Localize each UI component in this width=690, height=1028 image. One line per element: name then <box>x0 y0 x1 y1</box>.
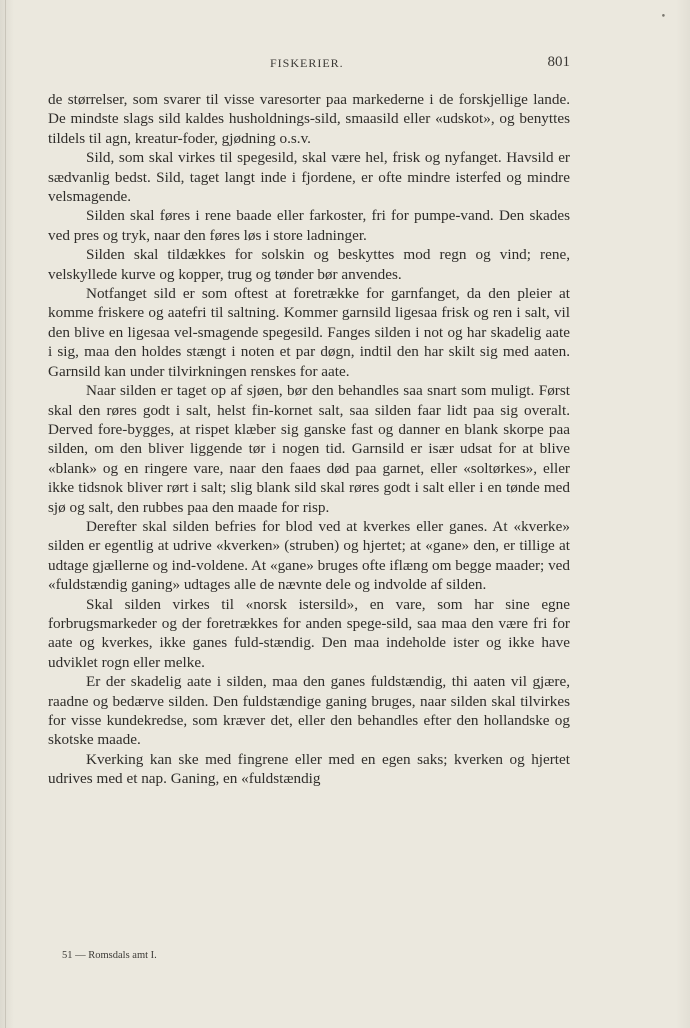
page-number: 801 <box>547 54 570 70</box>
paragraph-4: Silden skal tildækkes for solskin og beskyttes mod regn og vind; rene, velskyllede kurve og kopper, trug og tønder bør anvendes. <box>48 246 570 283</box>
paragraph-9: Er der skadelig aate i silden, maa den ganes fuldstændig, thi aaten vil gjære, raadne og bedærve silden. Den fuldstændige ganing bruges, naar silden skal tilvirkes for visse kundekredse, som kræver det, eller den behandles efter den hollandske og skotske maade. <box>48 673 570 749</box>
body-text <box>48 90 570 789</box>
running-head <box>48 54 570 74</box>
corner-mark: • <box>660 12 666 22</box>
signature-footer: 51 — Romsdals amt I. <box>62 950 157 961</box>
section-title: FISKERIER. <box>270 56 344 70</box>
paragraph-1: de størrelser, som svarer til visse varesorter paa markederne i de forskjellige lande. De mindste slags sild kaldes husholdnings-sild, smaasild eller «udskot», og benyttes tildels til agn, kreatur-foder, gjødning o.s.v. <box>48 91 570 147</box>
paragraph-8: Skal silden virkes til «norsk istersild», en vare, som har sine egne forbrugsmarkeder og der foretrækkes for anden spege-sild, saa maa den være fri for aate og kverkes, ikke ganes fuld-stændig. Den maa indeholde ister og ikke have udviklet rogn eller melke. <box>48 595 570 671</box>
binding-edge <box>5 0 6 1028</box>
paragraph-6: Naar silden er taget op af sjøen, bør den behandles saa snart som muligt. Først skal den røres godt i salt, helst fin-kornet salt, saa silden faar lidt paa sig overalt. Derved fore-bygges, at rispet klæber sig ganske fast og danner en blank skorpe paa silden, om den bliver liggende tør i nogen tid. Garnsild er især udsat for at blive «blank» og en ringere vare, naar den faaes død paa garnet, eller «soltørkes», eller ikke tidsnok bliver rørt i salt; slig blank sild skal røres godt i salt eller i en tønde med sjø og salt, den rubbes paa den maade for risp. <box>48 382 570 516</box>
paragraph-3: Silden skal føres i rene baade eller farkoster, fri for pumpe-vand. Den skades ved pres og tryk, naar den føres løs i store ladninger. <box>48 207 570 244</box>
paragraph-7: Derefter skal silden befries for blod ved at kverkes eller ganes. At «kverke» silden er egentlig at udrive «kverken» (struben) og hjertet; at «gane» den, er tillige at udtage gjællerne og ind-voldene. At «gane» bruges ofte iflæng om begge maader; ved «fuldstændig ganing» udtages alle de nævnte dele og indvolde af silden. <box>48 517 570 594</box>
paragraph-2: Sild, som skal virkes til spegesild, skal være hel, frisk og nyfanget. Havsild er sædvanlig bedst. Sild, taget langt inde i fjordene, er ofte mindre isterfed og mindre velsmagende. <box>48 149 570 206</box>
paragraph-10: Kverking kan ske med fingrene eller med en egen saks; kverken og hjertet udrives med et nap. Ganing, en «fuldstændig <box>48 750 570 788</box>
paragraph-5: Notfanget sild er som oftest at foretrække for garnfanget, da den pleier at komme friskere og aatefri til saltning. Kommer garnsild ligesaa frisk og ren i salt, vil den blive en ligesaa vel-smagende spegesild. Fanges silden i not og har skadelig aate i sig, maa den holdes stængt i noten et par døgn, indtil den har skilt sig med aaten. Garnsild kan under tilvirkningen renskes for aate. <box>48 285 570 380</box>
